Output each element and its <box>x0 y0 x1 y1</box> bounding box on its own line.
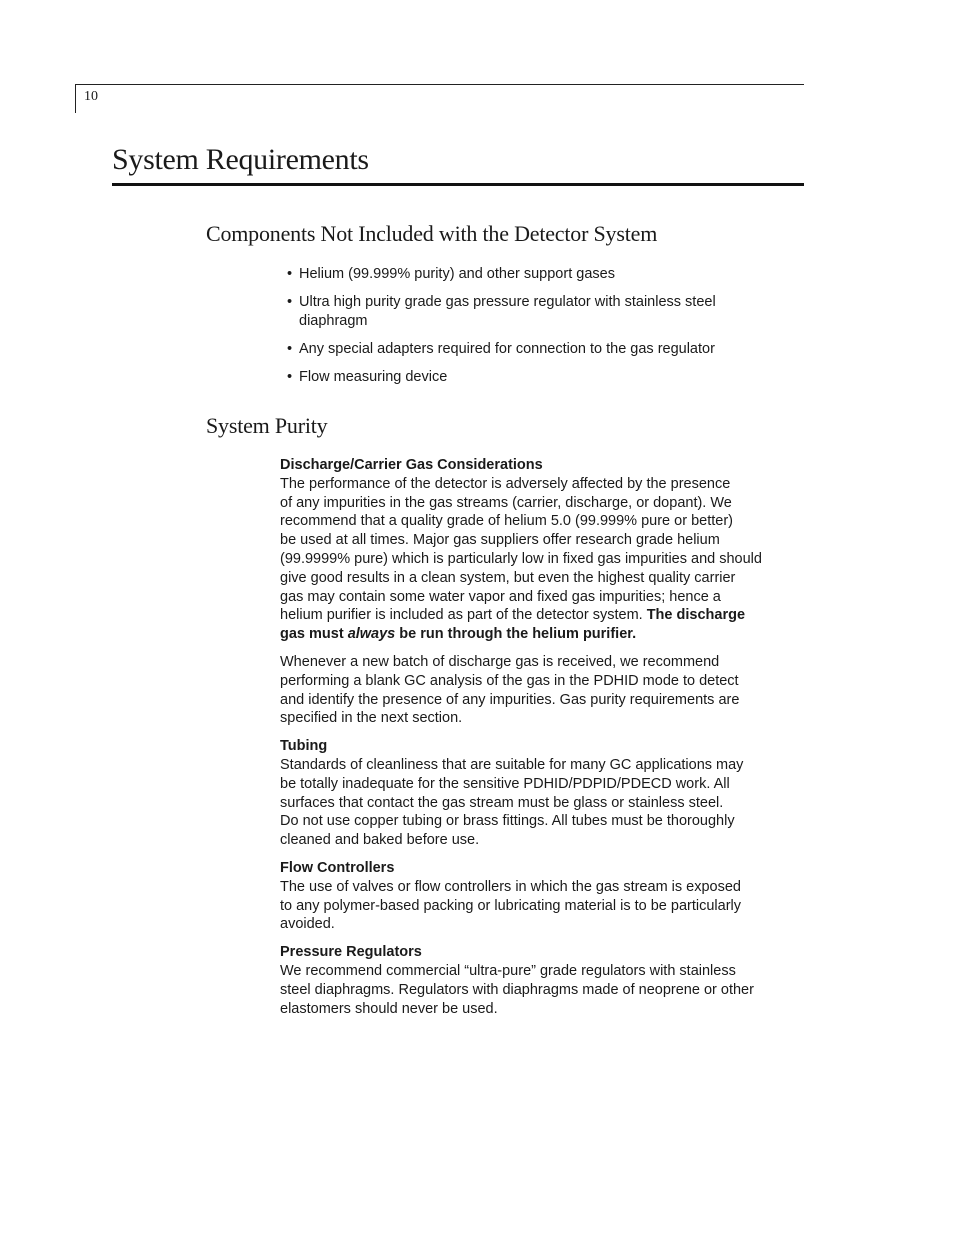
list-item <box>287 293 767 330</box>
flow-controllers-subheading: Flow Controllers <box>280 859 395 876</box>
bullet-icon: • <box>287 294 293 310</box>
components-heading: Components Not Included with the Detector System <box>206 221 658 246</box>
flow-controllers-text: The use of valves or flow controllers in which the gas stream is exposed to any polymer-based packing or lubricating material is to be particularly avoided. <box>280 878 741 933</box>
pressure-regulators-section <box>280 943 805 1018</box>
list-item <box>287 265 767 284</box>
header-rule <box>75 84 804 85</box>
list-item-text: Ultra high purity grade gas pressure regulator with stainless steel diaphragm <box>299 294 716 329</box>
discharge-warning-b: be run through the helium purifier. <box>395 626 637 643</box>
list-item-text: Flow measuring device <box>299 368 448 385</box>
pressure-regulators-text: We recommend commercial “ultra-pure” grade regulators with stainless steel diaphragms. Regulators with diaphragms made of neoprene or other elastomers should never be used. <box>280 962 754 1017</box>
page-number: 10 <box>84 89 98 104</box>
discharge-batch-paragraph: Whenever a new batch of discharge gas is received, we recommend performing a blank GC analysis of the gas in the PDHID mode to detect and identify the presence of any impurities. Gas purity requirements are specified in the next section. <box>280 653 740 727</box>
discharge-text: The performance of the detector is adversely affected by the presence of any impurities in the gas streams (carrier, discharge, or dopant). We recommend that a quality grade of helium 5.0 (99.999% pure or better) be used at all times. Major gas suppliers offer research grade helium (99.9999% pure) which is particularly low in fixed gas impurities and should give good results in a clean system, but even the highest quality carrier gas may contain some water vapor and fixed gas impurities; hence a helium purifier is included as part of the detector system. <box>280 475 762 624</box>
bullet-icon: • <box>287 340 293 357</box>
discharge-warning-emphasis: always <box>347 626 396 643</box>
list-item-text: Any special adapters required for connection to the gas regulator <box>299 340 715 357</box>
system-purity-body <box>280 456 805 1027</box>
tubing-text: Standards of cleanliness that are suitable for many GC applications may be totally inadequate for the sensitive PDHID/PDPID/PDECD work. All surfaces that contact the gas stream must be glass or stainless steel. Do not use copper tubing or brass fittings. All tubes must be thoroughly cleaned and baked before use. <box>280 756 744 849</box>
discharge-section <box>280 456 805 644</box>
list-item <box>287 368 767 387</box>
list-item-text: Helium (99.999% purity) and other support gases <box>299 266 615 282</box>
discharge-warning-a: The discharge gas must <box>280 607 746 643</box>
tubing-section <box>280 737 805 850</box>
pressure-regulators-subheading: Pressure Regulators <box>280 944 422 961</box>
bullet-icon: • <box>287 266 293 282</box>
list-item <box>287 340 767 359</box>
system-purity-heading: System Purity <box>206 413 328 438</box>
tubing-subheading: Tubing <box>280 738 328 755</box>
flow-controllers-section <box>280 859 805 934</box>
title-rule <box>112 183 804 186</box>
page-title: System Requirements <box>112 143 369 176</box>
components-list <box>287 265 767 396</box>
bullet-icon: • <box>287 368 293 385</box>
discharge-subheading: Discharge/Carrier Gas Considerations <box>280 457 543 473</box>
header-tick <box>75 84 76 113</box>
